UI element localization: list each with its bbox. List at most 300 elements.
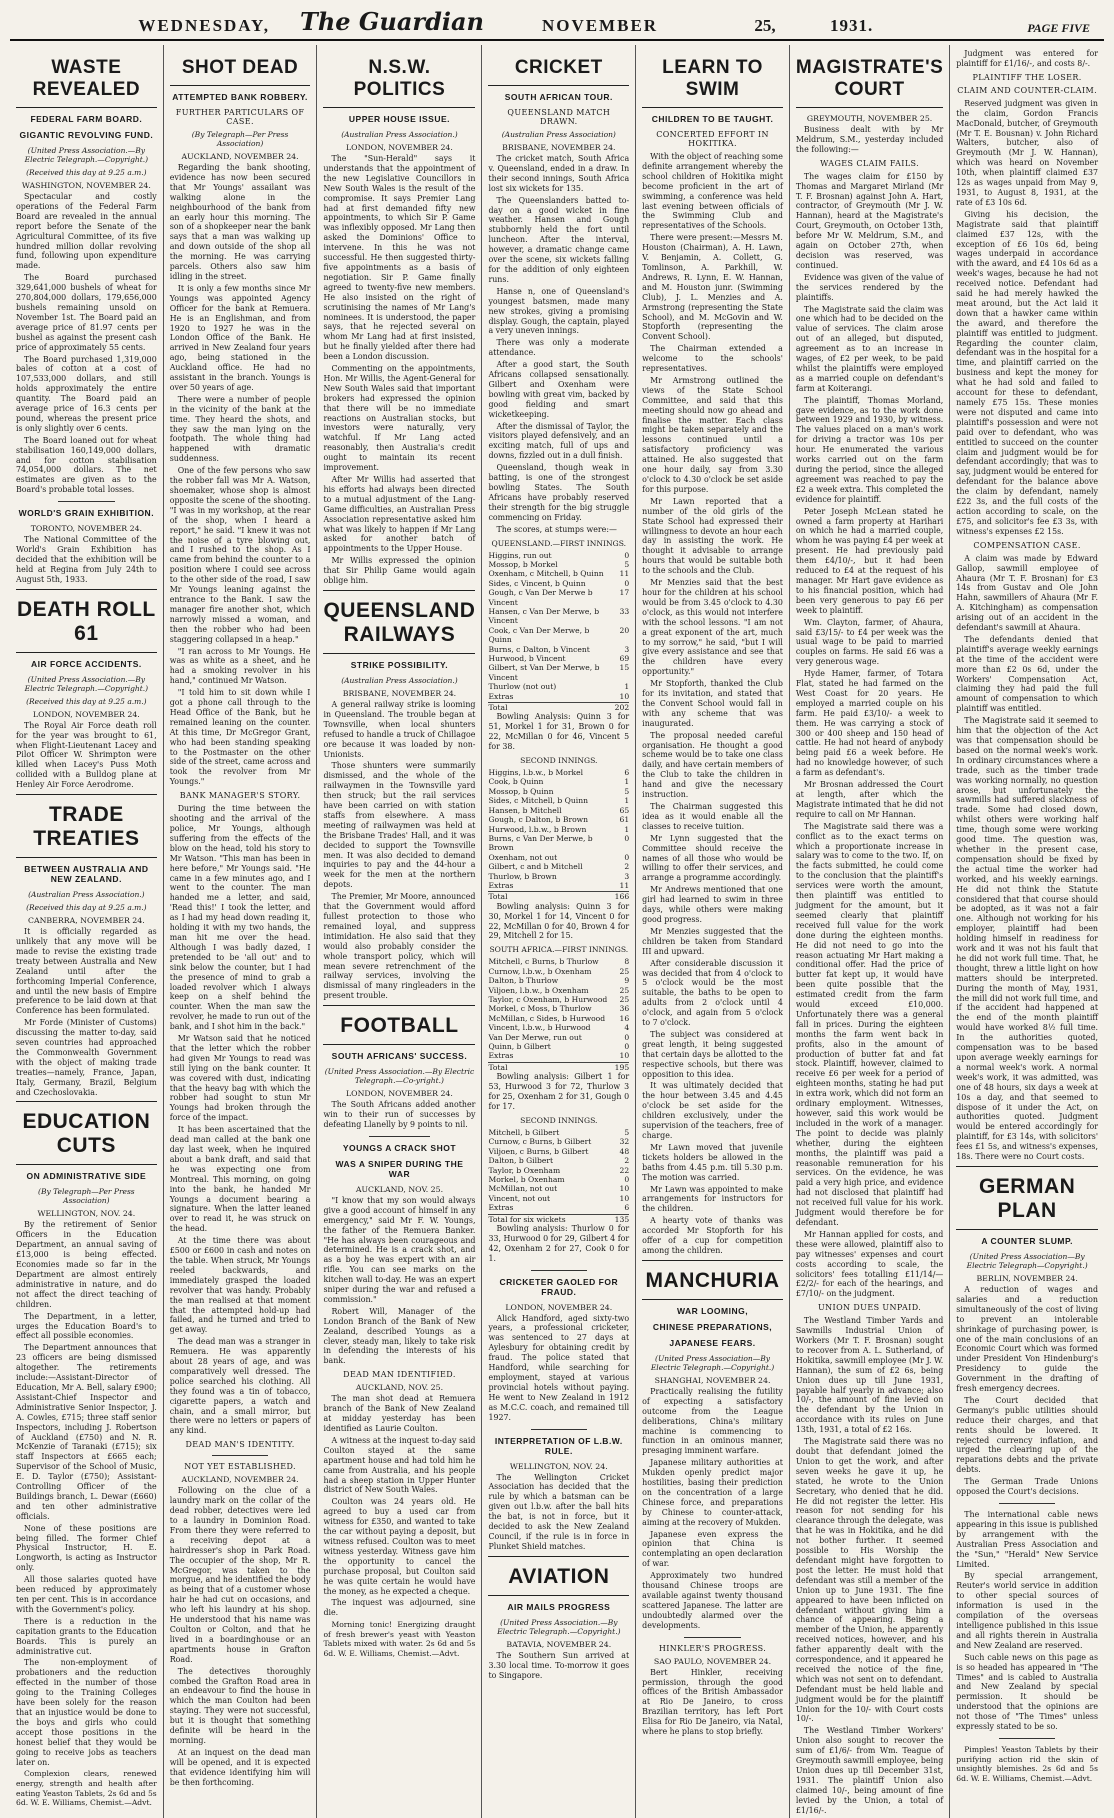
paragraph: Those shunters were summarily dismissed, and the whole of the railwaymen in the Townsville yard then struck; but the rail services have been carried on with station staffs from elsewhere. A mass meeting of railwaymen was held at the Brisbane Trades' Hall, and it was decided to support the Townsville men. It was also decided to demand inquiries to pay and the 44-hour a week for the men at the northern depots. <box>323 761 476 890</box>
subheading: CHINESE PREPARATIONS, <box>652 1321 773 1332</box>
paragraph: Regarding the bank shooting, evidence has now been secured that Mr Youngs' assailant was walking alone in the neighbourhood of the bank from an early hour this morning. The son of a shopkeeper near the bank says that a man was walking up and down outside of the shop all the morning. He was carrying parcels. Others also saw him idling in the street. <box>169 163 311 281</box>
paragraph: The scores, at stumps were:— <box>496 524 617 534</box>
credit-line: (Australian Press Association.) <box>28 890 145 900</box>
paragraph: Mr Armstrong outlined the views of the State School Committee, and said that this meeting should now go ahead and finalise the matter. Each class might be taken separately and the lessons continued until a satisfactory proficiency was attained. He also suggested that one hour daily, say from 3.30 o'clock to 4.30 o'clock be set aside for this purpose. <box>642 375 783 494</box>
paragraph: None of these positions are being filled. The former Chief Physical Instructor, H. E. Longworth, is acting as Instructor only. <box>16 1523 157 1573</box>
batsman-entry: Viljoen, l.b.w., b Oxenham <box>488 985 589 995</box>
total-label: Total <box>488 1062 508 1072</box>
dateline: LONDON, NOVEMBER 24. <box>346 1089 453 1099</box>
paragraph: The Chairman extended a welcome to the schools' representatives. <box>642 344 783 374</box>
scorecard-row <box>488 1175 629 1184</box>
paragraph: It is only a few months since Mr Youngs was appointed Agency Officer for the bank at Remuera. He is an Englishman, and from 1920 to 1927 he was in the London Office of the Bank. He arrived in New Zealand four years ago, being stationed in the Auckland office. He had no assistant in the branch. Youngs is over 50 years of age. <box>169 283 311 392</box>
paragraph: The Royal Air Force death roll for the year was brought to 61, when Flight-Lieutenant Lacey and Pilot Officer W. Shrimpton were killed when Lacey's Puss Moth collided with a Bulldog plane at Henley Air Force Aerodrome. <box>16 720 157 790</box>
subheading: AIR MAILS PROGRESS <box>507 1601 611 1612</box>
runs-value: 5 <box>624 559 630 569</box>
batsman-entry: Taylor, c Oxenham, b Hurwood <box>488 995 608 1004</box>
runs-value: 0 <box>624 550 630 560</box>
runs-value: 0 <box>624 1032 630 1042</box>
batsman-entry: Curnow, c Burns, b Gilbert <box>488 1137 592 1147</box>
column-6 <box>790 45 950 1818</box>
runs-value: 1 <box>624 796 630 806</box>
bowling-analysis: Bowling Analysis: Quinn 3 for 51, Morkel 1 for 31, Brown 0 for 22, McMillan 0 for 46, Vincent 5 for 38. <box>488 712 630 752</box>
subheading: FURTHER PARTICULARS OF CASE. <box>175 108 305 126</box>
headline: QUEENSLAND RAILWAYS <box>323 590 475 654</box>
scorecard-title: SECOND INNINGS. <box>520 756 598 766</box>
subheading: QUEENSLAND MATCH DRAWN. <box>507 108 611 126</box>
paragraph: Mr Stopforth, thanked the Club for its invitation, and stated that the Convent School would fall in with any scheme that was inaugurated. <box>642 679 783 728</box>
subheading: CHILDREN TO BE TAUGHT. <box>651 114 774 124</box>
runs-value: 6 <box>624 768 630 778</box>
headline: FOOTBALL <box>323 1005 475 1045</box>
dateline: LONDON, NOVEMBER 24. <box>346 143 453 152</box>
received-line: (Received this day at 9.25 a.m.) <box>26 168 147 177</box>
batsman-entry: Oxenham, not out <box>488 852 558 862</box>
dateline: GREYMOUTH, NOVEMBER 25. <box>806 114 933 123</box>
batsman-entry: Extras <box>488 880 514 890</box>
batsman-entry: Extras <box>488 691 514 701</box>
masthead-month: NOVEMBER <box>541 16 659 35</box>
credit-line: (United Press Association—By Electric Telegraph—Copyright.) <box>966 1251 1088 1270</box>
scorecard-row <box>488 834 629 853</box>
paragraph: Hyde Hamer, farmer, of Totara Flat, stated he had farmed on the West Coast for 20 years. He employed a married couple on his farm. He paid £3/10/- a week to them. He was carrying a stock of 300 or 400 sheep and 150 head of cattle. He had not heard of anybody being paid £6 a week before. He had no knowledge however, of such a farm as defendant's. <box>795 669 944 778</box>
scorecard-row <box>488 1166 629 1175</box>
scorecard-row <box>488 1128 629 1137</box>
paragraph: The Westland Timber Workers' Union also sought to recover the sum of £1/6/- from Wm. Teague of Greymouth sawmill employee, being Union dues up till December 31st, 1931. The plaintiff Union also claimed 10/-, being amount of fine levied by the Union, a total of £1/16/-. <box>795 1726 944 1815</box>
runs-value: 25 <box>619 995 630 1004</box>
scorecard-row <box>488 777 629 786</box>
headline: MAGISTRATE'S COURT <box>796 53 943 108</box>
runs-value: 10 <box>619 1193 630 1203</box>
divider <box>684 1637 740 1638</box>
headline: EDUCATION CUTS <box>16 1101 157 1165</box>
batsman-entry: McMillan, not out <box>488 1184 558 1194</box>
divider <box>531 1429 587 1430</box>
paragraph: It has been ascertained that the dead man called at the bank one day last week, when he inquired about a bank draft, and said that he was expecting one from Montreal. This morning, on going into the bank, he handed Mr Youngs a document bearing a signature. When the latter leaned over to read it, he was struck on the head. <box>169 1125 311 1234</box>
scorecard-row <box>488 645 629 654</box>
dateline: TORONTO, NOVEMBER 24. <box>30 524 143 534</box>
scorecard-row <box>488 976 629 985</box>
runs-value: 0 <box>624 1042 630 1052</box>
scorecard-row <box>488 1203 629 1212</box>
subheading: PLAINTIFF THE LOSER. <box>972 72 1082 82</box>
scorecard <box>488 945 629 1112</box>
dateline: WELLINGTON, NOV. 24. <box>37 1209 136 1219</box>
column-7 <box>950 45 1104 1818</box>
subheading: A COUNTER SLUMP. <box>981 1235 1073 1246</box>
scorecard-row <box>488 626 629 645</box>
column-2 <box>164 45 318 1818</box>
runs-value: 3 <box>624 644 630 654</box>
total-value: 195 <box>614 1062 630 1072</box>
batsman-entry: Gilbert, st Van Der Merwe, b Vincent <box>488 663 600 682</box>
scorecard-title: SOUTH AFRICA.—FIRST INNINGS. <box>489 945 629 955</box>
scorecard-total <box>488 1062 629 1072</box>
bowling-analysis: Bowling analysis: Thurlow 0 for 33, Hurwood 0 for 29, Gilbert 4 for 42, Oxenham 2 for 27, Cook 0 for 1. <box>488 1223 630 1263</box>
runs-value: 0 <box>624 1174 630 1184</box>
subheading: STRIKE POSSIBILITY. <box>350 659 449 670</box>
runs-value: 5 <box>624 1127 630 1137</box>
subheading: SOUTH AFRICAN TOUR. <box>504 92 613 102</box>
paragraph: The Magistrate said the claim was one which had to be decided on the value of services. The claim arose out of an alleged, but disputed, agreement as to an increase in wages, of £2 per week, to be paid whilst the plaintiffs were employed as a married couple on defendant's farm at Koiterangi. <box>795 304 944 393</box>
dateline: BRISBANE, NOVEMBER 24. <box>342 688 457 698</box>
scorecard-row <box>488 967 629 976</box>
scorecard-row <box>488 588 629 607</box>
paragraph: The South Africans added another win to their run of successes by defeating Llanelly by 9 points to nil. <box>323 1100 476 1129</box>
batsman-entry: Vincent, l.b.w., b Hurwood <box>488 1023 591 1033</box>
total-label: Total for six wickets <box>488 1214 566 1224</box>
paragraph: The Southern Sun arrived at 3.30 local time. To-morrow it goes to Singapore. <box>488 1650 630 1680</box>
batsman-entry: Quinn, b Gilbert <box>488 1042 551 1052</box>
divider <box>369 1136 430 1137</box>
paragraph: At an inquest on the dead man will be opened, and it is expected that evidence identifying him will be then forthcoming. <box>169 1747 311 1787</box>
runs-value: 48 <box>619 1146 630 1156</box>
paragraph: The detectives thoroughly combed the Grafton Road area in an endeavour to find the house in which the man Coulton had been staying. They were not successful, but it is thought that something definite will be heard in the morning. <box>169 1666 311 1745</box>
total-value: 135 <box>614 1214 630 1224</box>
dateline: AUCKLAND, NOVEMBER 24. <box>181 1475 299 1485</box>
runs-value: 17 <box>619 588 630 598</box>
scorecard-row <box>488 1184 629 1193</box>
dateline: AUCKLAND, NOVEMBER 24. <box>181 152 299 161</box>
runs-value: 0 <box>624 852 630 862</box>
batsman-entry: Higgins, l.b.w., b Morkel <box>488 768 584 778</box>
headline: LEARN TO SWIM <box>642 53 783 108</box>
runs-value: 3 <box>624 871 630 881</box>
credit-line: (By Telegraph—Per Press Association) <box>38 1187 135 1206</box>
total-label: Total <box>488 892 508 902</box>
scorecard-row <box>488 1023 629 1032</box>
subheading: CLAIM AND COUNTER-CLAIM. <box>957 85 1098 95</box>
headline: AVIATION <box>488 1556 629 1596</box>
runs-value: 6 <box>624 1203 630 1213</box>
subheading: CRICKETER GAOLED FOR FRAUD. <box>499 1276 619 1297</box>
dateline: WELLINGTON, NOV. 24. <box>509 1461 608 1471</box>
paragraph: The international cable news appearing in this issue is published by arrangement with the Australian Press Association and the "Sun," "Herald" New Service Limited. <box>956 1510 1098 1569</box>
batsman-entry: Dalton, b Thurlow <box>488 976 559 986</box>
scorecard-row <box>488 551 629 560</box>
paragraph: The dead man was a stranger in Remuera. He was apparently about 28 years of age, and was comparatively well dressed. The police searched his clothing. All they found was a tin of tobacco, cigarette papers, a watch and chain, and a small mirror, but there were no letters or papers of any kind. <box>169 1337 311 1436</box>
scorecard-total <box>488 702 629 712</box>
scorecard-row <box>488 1156 629 1165</box>
paragraph: The "Sun-Herald" says it understands that the appointment of the new Legislative Councillors in New South Wales is the result of the compromise. It says Premier Lang had at first demanded fifty new appointments, to which Sir P. Game was inflexibly opposed. Mr Lang then asked the Dominions' Office to intervene. In this he was not successful. He then suggested thirty-five appointments as a basis of negotiation. Sir P. Game finally agreed to twenty-five new members. He also insisted on the right of scrutinising the names of Mr Lang's nominees. It is understood, the paper says, that he rejected several on whom Mr Lang had at first insisted, but he finally yielded after there had been a London discussion. <box>323 154 476 362</box>
paragraph: The Board loaned out for wheat stabilisation 160,149,000 dollars, and for cotton stabilisation 74,054,000 dollars. The net estimates are given as to the Board's probable total losses. <box>16 435 157 495</box>
paragraph: After Mr Willis had asserted that his efforts had always been directed to a mutual adjustment of the Lang-Game difficulties, an Australian Press Association representative asked him what was likely to happen if Mr Lang asked for another batch of appointments to the Upper House. <box>323 475 476 554</box>
scorecard-row <box>488 862 629 871</box>
paragraph: Queensland, though weak in batting, is one of the strongest bowling States. The South Africans have probably reserved their strength for the big struggle commencing on Friday. <box>488 463 630 522</box>
masthead-year: 1931. <box>830 16 874 35</box>
scorecard-row <box>488 796 629 805</box>
subheading: UPPER HOUSE ISSUE. <box>348 114 450 124</box>
advertisement: Pimples! Yeaston Tablets by their purifying action rid the skin of unsightly blemishes. 2s 6d and 5s 6d. W. E. Williams, Chemist.—Advt. <box>956 1744 1098 1783</box>
paragraph: Practically realising the futility of expecting a satisfactory outcome from the League deliberations, China's military machine is commencing to function in an ominous manner, presaging imminent warfare. <box>642 1386 783 1456</box>
divider <box>531 1270 587 1271</box>
paragraph: Business dealt with by Mr Meldrum, S.M., yesterday included the following:— <box>795 125 944 154</box>
dateline: BATAVIA, NOVEMBER 24. <box>506 1639 612 1649</box>
credit-line: (United Press Association—By Electric Telegraph.—Copyright.) <box>650 1353 775 1372</box>
runs-value: 0 <box>624 578 630 588</box>
paragraph: Mr Lawn moved that juvenile tickets holders be allowed in the baths from 4.45 p.m. till 5.30 p.m. The motion was carried. <box>642 1142 783 1182</box>
batsman-entry: Gough, c Dalton, b Brown <box>488 815 589 825</box>
paragraph: Mr Forde (Minister of Customs) discussing the matter to-day, said seven countries had approached the Commonwealth Government with the object of making trade treaties—namely, France, Japan, Italy, Germany, Brazil, Belgium and Czechoslovakia. <box>16 1018 157 1097</box>
paragraph: Hanse n, one of Queensland's youngest batsmen, made many new strokes, giving a promising display. Gough, the captain, played a very uneven innings. <box>488 286 630 336</box>
batsman-entry: Morkel, b Oxenham <box>488 1174 565 1184</box>
credit-line: (Australian Press Association) <box>501 130 616 139</box>
paragraph: Approximately two hundred thousand Chinese troops are available against twenty thousand scattered Japanese. The latter are undoubtedly alarmed over the developments. <box>642 1571 783 1630</box>
runs-value: 20 <box>619 625 630 635</box>
paragraph: By the retirement of Senior Officers in the Education Department, an annual saving of £13,000 is being effected. Economies made so far in the Department are almost entirely administrative in nature, and do not affect the direct teaching of children. <box>16 1220 157 1309</box>
paragraph: Peter Joseph McLean stated he owned a farm property at Harihari on which he had a married couple, whom he was paying £4 per week at present. He had previously paid them £4/10/-, but it had been reduced to £4 at the request of his manager. Mr Hart gave evidence as to his financial position, which had been very generous to pay £6 per week to plaintiff. <box>795 506 944 615</box>
column-3 <box>317 45 482 1818</box>
scorecard-row <box>488 1042 629 1051</box>
paragraph: The Board purchased 329,641,000 bushels of wheat for 270,804,000 dollars, 179,656,000 bushels remaining unsold on November 1st. The Board paid an average price of 81.97 cents per bushel as against the present cash price of approximately 55 cents. <box>16 273 157 352</box>
batsman-entry: Vincent, not out <box>488 1193 551 1203</box>
runs-value: 2 <box>624 862 630 872</box>
batsman-entry: Taylor, b Oxenham <box>488 1165 561 1175</box>
total-value: 166 <box>614 892 630 902</box>
paragraph: Bert Hinkler, receiving permission, through the good offices of the British Ambassador at Rio De Janeiro, to cross Brazilian territory, has left Port Elisa for Rio De Janeiro, via Natal, where he plans to stop briefly. <box>642 1667 783 1737</box>
headline: CRICKET <box>488 53 629 86</box>
dateline: AUCKLAND, NOV. 25. <box>355 1383 444 1393</box>
batsman-entry: Hurwood, b Vincent <box>488 654 566 663</box>
paragraph: Mr Lynn suggested that the Committee should receive the names of all those who would be willing to offer their services, and arrange a programme accordingly. <box>642 833 783 883</box>
runs-value: 1 <box>624 777 630 787</box>
paragraph: "I ran across to Mr Youngs. He was as white as a sheet, and he had a smoking revolver in his hand," continued Mr Watson. <box>169 646 311 686</box>
batsman-entry: Hansen, b Mitchell <box>488 805 562 815</box>
scorecard-row <box>488 825 629 834</box>
paragraph: The subject was considered at great length, it being suggested that certain days be allotted to the respective schools, but there was opposition to this idea. <box>642 1029 783 1079</box>
subheading: FEDERAL FARM BOARD. <box>30 114 143 124</box>
paragraph: Evidence was given of the value of the services rendered by the plaintiffs. <box>795 272 944 302</box>
subheading: BANK MANAGER'S STORY. <box>179 791 301 801</box>
batsman-entry: Thurlow, b Brown <box>488 871 557 881</box>
paragraph: The Magistrate said it seemed to him that the objection of the Act was that compensation should be based on the normal week's work. In ordinary circumstances where a trade, such as the timber trade was working normally, no question arose, but unfortunately the sawmills had suffered slackness of trade. Some had closed down, whilst others were working half time, though some were working good time. The question was, whether in the present case, compensation should be fixed by the actual time the worker had worked, and his weekly earnings. He did not think the Statute considered that that course should be adopted, as it was not a fair one. Although not working for his employer, plaintiff had been holding himself in readiness for work and it was not his fault that he did not work full time. That, he thought, threw a little light on how matters should be interpreted. During the month of May, 1931, the mill did not work full time, and if the accident had happened at the end of the month plaintiff would have worked 8½ full time. In the authorities quoted, compensation was to be based upon average weekly earnings for a normal week's work. A normal week's work, it was admitted, was one of 48 hours, six days a week at 10s a day, and that seemed to dispose of it under the Act, on authorities quoted. Judgment would be entered accordingly for plaintiff, for £3 14s, with solicitors' fees £1 5s, and witness's expenses, 18s. There were no Court costs. <box>956 716 1098 1162</box>
runs-value: 61 <box>619 815 630 825</box>
paragraph: The Department, in a letter, urges the Education Board's to effect all possible economies. <box>16 1311 157 1341</box>
subheading: INTERPRETATION OF L.B.W. RULE. <box>494 1435 623 1456</box>
headline: WASTE REVEALED <box>16 53 157 108</box>
column-1 <box>10 45 164 1818</box>
paragraph: One of the few persons who saw the robber fall was Mr A. Watson, shoemaker, whose shop is almost opposite the scene of the shooting. "I was in my workshop, at the rear of the shop, when I heard a report," he said. "I knew it was not the noise of a tyre blowing out, and I rushed to the shop. As I came from behind the counter to a position where I could see across to the other side of the road, I saw Mr Youngs leaning against the entrance to the Bank. I saw the manager fire another shot, which narrowly missed a woman, and then the robber who had been staggering collapsed in a heap." <box>169 466 311 644</box>
batsman-entry: Thurlow (not out) <box>488 682 557 692</box>
batsman-entry: Hansen, c Van Der Merwe, b Vincent <box>488 606 600 626</box>
subheading: DEAD MAN'S IDENTITY. <box>185 1440 295 1450</box>
subheading: AIR FORCE ACCIDENTS. <box>30 658 142 669</box>
batsman-entry: Curnow, l.b.w., b Oxenham <box>488 966 592 976</box>
batsman-entry: Van Der Merwe, run out <box>488 1032 582 1042</box>
credit-line: (By Telegraph—Per Press Association) <box>191 130 289 148</box>
subheading: BETWEEN AUSTRALIA AND NEW ZEALAND. <box>24 864 149 885</box>
paragraph: The proposal needed careful organisation. He thought a good scheme would be to take one class daily, and have certain members of the Club to take the children in hand and give the necessary instruction. <box>642 730 783 800</box>
paragraph: The German Trade Unions opposed the Court's decisions. <box>956 1477 1098 1497</box>
scorecard-row <box>488 569 629 578</box>
batsman-entry: Oxenham, c Mitchell, b Quinn <box>488 569 604 579</box>
paragraph: Spectacular and costly operations of the Federal Farm Board are revealed in the annual report before the Senate of the Agricultural Committee, of its five hundred million dollar revolving fund, following upon expenditure made. <box>16 192 157 271</box>
paragraph: The Westland Timber Yards and Sawmills Industrial Union of Workers (Mr T. F. Brosnan) sought to recover from A. L. Sutherland, of Hokitika, sawmill employee (Mr J. W. Hannan), the sum of £2 6s, being Union dues up till June 1931, payable half yearly in advance; also 10/-, the amount of fine levied on the defendant by the Union in accordance with its rules on June 13th, 1931, a total of £2 16s. <box>795 1316 944 1435</box>
scorecard-row <box>488 872 629 881</box>
divider <box>58 501 114 502</box>
batsman-entry: Extras <box>488 1051 514 1061</box>
paragraph: The Magistrate said there was a conflict as to the exact terms on which a proportionate increase in salary was to come to the two. If, on the facts submitted, he could come to the conclusion that the plaintiff's services were worth the amount, then plaintiff was entitled to judgment for the amount, but it seemed clearly that plaintiff received full value for the work done during the eighteen months. He did not need to go into the reason actuating Mr Hart making a conditional offer. Had the price of butter fat kept up, it would have been quite possible that the estimated credit from the farm would exceed £10,000. Unfortunately there was a general fall in prices. During the eighteen months the farm went back in profits, also in the amount of production of butter fat and fat stock. Plaintiff, however, claimed to receive £6 per week for a period of eighteen months, stating he had put in extra work, which did not form an ordinary employment. Witnesses, however, said this work would be included in the work of a manager. The point to decide was plainly whether, during the eighteen months, the plaintiff was paid a reasonable remuneration for his services. On the evidence, he was paid a very high price, and evidence had not disclosed that plaintiff had not received full value for his work. Judgment would therefore be for defendant. <box>795 821 944 1227</box>
subheading: GIGANTIC REVOLVING FUND. <box>19 130 154 140</box>
credit-line: (United Press Association.—By Electric Telegraph.—Copyright.) <box>24 146 149 164</box>
scorecard-row <box>488 1033 629 1042</box>
scorecard-row <box>488 815 629 824</box>
scorecard-row <box>488 853 629 862</box>
paragraph: "I told him to sit down while I got a phone call through to the Head Office of the Bank, but he remained leaning on the counter. At this time, Dr McGregor Grant, who had been standing speaking to the Postmaster on the other side of the street, came across and took the revolver from Mr Youngs." <box>169 688 311 787</box>
paragraph: The Magistrate said there was no doubt that defendant joined the Union to get the work, and after seven weeks he gave it up, he stated, he wrote to the Union Secretary, who denied that he did. He did not register the letter. His reason for not sending for his clearance through the delegate, was that he was in Hokitika, and he did not bother further. It seemed possible to His Worship the defendant might have forgotten to post the letter. He must hold that defendant was still a member of the Union up to June 1931. The fine appeared to have been inflicted on defendant without giving him a chance of appearing. Being a member of the Union, he apparently received notices, however, and his father apparently dealt with the correspondence, and it appeared he received the notice of the fine, which was not sent on to defendant. Defendant must be held liable and judgment would be for the plaintiff Union for the 10/- with Court costs 10/-. <box>795 1437 944 1724</box>
dateline: WASHINGTON, NOVEMBER 24. <box>21 181 151 190</box>
paragraph: There is a reduction in the capitation grants to the Education Boards. This is purely an administrative cut. <box>16 1616 157 1656</box>
masthead-paper-name: The Guardian <box>300 7 484 36</box>
paragraph: Mr Watson said that he noticed that the letter which the robber had given Mr Youngs to read was still lying on the bank counter. It was covered with dust, indicating that the heavy bag with which the robber had sought to stun Mr Youngs had broken through the force of the impact. <box>169 1034 311 1123</box>
subheading: WAR LOOMING, <box>676 1305 749 1316</box>
scorecard-row <box>488 654 629 663</box>
runs-value: 5 <box>624 786 630 796</box>
divider <box>999 1503 1056 1504</box>
batsman-entry: Cook, b Quinn <box>488 777 544 787</box>
paragraph: The non-employment of probationers and the reduction effected in the number of those going to the Training Colleges have been solely for the reason that an injustice would be done to the boys and girls who could accept those positions in the honest belief that they would be going to receive jobs as teachers later on. <box>16 1658 157 1767</box>
paragraph: A general railway strike is looming in Queensland. The trouble began at Townsville, when local shunters refused to handle a truck of Chillagoe ore because it was loaded by non-Unionists. <box>323 699 476 759</box>
batsman-entry: Extras <box>488 1203 514 1213</box>
scorecard-row <box>488 1137 629 1146</box>
columns <box>10 45 1104 1815</box>
runs-value: 1 <box>624 682 630 692</box>
bowling-analysis: Bowling analysis: Gilbert 1 for 53, Hurwood 3 for 72, Thurlow 3 for 25, Oxenham 2 for 31, Gough 0 for 17. <box>488 1072 630 1111</box>
dateline: CANBERRA, NOVEMBER 24. <box>27 916 145 926</box>
credit-line: (United Press Association.—By Electric Telegraph.—Copyright.) <box>24 674 149 693</box>
paragraph: A claim was made by Edward Gallop, sawmill employee of Ahaura (Mr T. F. Brosnan) for £3 14s from Gustav and Ole John Hahn, sawmillers of Ahaura (Mr F. A. Kitchingham) as compensation arising out of an accident in the defendant's sawmill at Ahaura. <box>956 553 1098 633</box>
scorecard-row <box>488 957 629 966</box>
divider <box>212 1455 268 1456</box>
paragraph: Coulton was 24 years old. He agreed to buy a used car from witness for £350, and wanted to take the car without paying a deposit, but witness refused. Coulton was to meet witness yesterday. Witness gave him the opportunity to cancel the purchase proposal, but Coulton said he was quite certain he would have the money, as he expected a cheque. <box>323 1497 476 1596</box>
paragraph: Mr Brosnan addressed the Court at length, after which the Magistrate intimated that he did not require to call on Mr Hannan. <box>795 780 944 819</box>
batsman-entry: Mossop, b Morkel <box>488 559 558 569</box>
scorecard-row <box>488 881 629 890</box>
paragraph: A reduction of wages and salaries and a reduction simultaneously of the cost of living to prevent an intolerable shrinkage of purchasing power, is one of the main conclusions of an Economic Court which was formed under President Von Hindenburg's Presidency to guide the Government in the drafting of fresh emergency decrees. <box>956 1284 1098 1394</box>
paragraph: After a good start, the South Africans collapsed sensationally. Gilbert and Oxenham were bowling with great vim, backed by good fielding and smart wicketkeeping. <box>488 360 630 419</box>
paragraph: Giving his decision, the Magistrate said that plaintiff claimed £37 12s, with the exception of £6 10s 6d, being wages underpaid in accordance with the award, and £4 10s 6d as a week's wages, because he had not received notice. Defendant had said he had merely hawked the meat around, but the Act laid it down that a hawker came within the award, and therefore the plaintiff was entitled to judgment. Regarding the counter claim, defendant was in the hospital for a time, and plaintiff carried on the business and kept the money for what he had sold and failed to account for these to defendant, namely £75 15s. These monies were not disputed and came into plaintiff's possession and were not paid over to defendant, who was entitled to succeed on the counter claim and judgment would be for defendant accordingly; that was to say, judgment would be entered for defendant for the balance above the claim by defendant, namely £22 3s, and the full costs of the action according to scale, on the £75, and solicitor's fee £3 3s, with witness's expenses £2 15s. <box>956 209 1098 536</box>
batsman-entry: Sides, c Vincent, b Quinn <box>488 578 586 588</box>
batsman-entry: Viljoen, c Burns, b Gilbert <box>488 1146 589 1156</box>
runs-value: 10 <box>619 1051 630 1061</box>
scorecard-row <box>488 986 629 995</box>
paragraph: All those salaries quoted have been reduced by approximately ten per cent. This is in accordance with the Government's policy. <box>16 1575 157 1614</box>
scorecard-row <box>488 663 629 682</box>
scorecard-row <box>488 579 629 588</box>
paragraph: Such cable news on this page as is so headed has appeared in "The Times" and is cabled to Australia and New Zealand by special permission. It should be understood that the opinions are not those of "The Times" unless expressly stated to be so. <box>956 1652 1098 1732</box>
dateline: SAO PAULO, NOVEMBER 24. <box>653 1656 772 1666</box>
scorecard-row <box>488 1194 629 1203</box>
credit-line: (Australian Press Association.) <box>341 130 458 139</box>
scorecard-row <box>488 560 629 569</box>
batsman-entry: Gilbert, c and b Mitchell <box>488 862 583 872</box>
batsman-entry: Mossop, b Quinn <box>488 786 554 796</box>
batsman-entry: Dalton, b Gilbert <box>488 1156 554 1166</box>
runs-value: 9 <box>624 976 630 986</box>
subheading: ON ADMINISTRATIVE SIDE <box>26 1171 147 1182</box>
scorecard-row <box>488 1147 629 1156</box>
paragraph: Commenting on the appointments, Hon. Mr Willis, the Agent-General for New South Wales said that important brokers had expressed the opinion that there will be no immediate reactions on Australian stocks, but investors were naturally, very watchful. If Mr Lang acted reasonably, then Australia's credit ought to maintain its recent improvement. <box>323 364 476 473</box>
paragraph: With the object of reaching some definite arrangement whereby the school children of Hokitika might become proficient in the art of swimming, a conference was held last evening between officials of the Swimming Club and representatives of the Schools. <box>642 152 783 231</box>
paragraph: Mr Lawn reported that a number of the old girls of the State School had expressed their willingness to devote an hour each day in assisting the work. He thought it advisable to arrange hours that would be suitable both to the schools and the Club. <box>642 496 783 576</box>
subheading: ATTEMPTED BANK ROBBERY. <box>172 92 308 102</box>
paragraph: A hearty vote of thanks was accorded Mr Stopforth for his offer of a cup for competition among the children. <box>642 1216 783 1255</box>
paragraph: Reserved judgment was given in the claim, Gordon Francis MacDonald, butcher, of Greymouth (Mr T. E. Bousnan) v. John Richard Walters, butcher, also of Greymouth (Mr J. W. Hannan), which was heard on November 10th, when plaintiff claimed £37 12s as wages unpaid from May 9, 1931, to August 8, 1931, at the rate of £3 10s 6d. <box>956 98 1098 207</box>
total-value: 202 <box>614 703 630 713</box>
scorecard-row <box>488 995 629 1004</box>
paragraph: Mr Menzies suggested that the children be taken from Standard III and upward. <box>642 926 783 956</box>
runs-value: 25 <box>619 985 630 995</box>
runs-value: 33 <box>619 606 630 616</box>
scorecard-title: SECOND INNINGS. <box>520 1115 598 1125</box>
paragraph: Wm. Clayton, farmer, of Ahaura, said £3/15/- to £4 per week was the usual wage to be paid to married couples on farms. He said £6 was a very generous wage. <box>795 617 944 667</box>
runs-value: 22 <box>619 1165 630 1175</box>
scorecard-total <box>488 891 629 901</box>
masthead-day: WEDNESDAY, <box>138 16 270 35</box>
credit-line: (Australian Press Association.) <box>341 675 458 685</box>
paragraph: By special arrangement, Reuter's world service in addition to other special sources of information is used in the compilation of the overseas intelligence published in this issue and all rights therein in Australia and New Zealand are reserved. <box>956 1571 1098 1650</box>
paragraph: The man shot dead at Remuera branch of the Bank of New Zealand at midday yesterday has been identified as Laurie Coulton. <box>323 1394 476 1433</box>
batsman-entry: Higgins, run out <box>488 550 552 560</box>
scorecard-row <box>488 682 629 691</box>
runs-value: 11 <box>619 880 630 890</box>
scorecard-row <box>488 787 629 796</box>
paragraph: The cricket match, South Africa v. Queensland, ended in a draw. In their second innings, South Africa lost six wickets for 135. <box>488 154 630 193</box>
paragraph: Robert Will, Manager of the London Branch of the Bank of New Zealand, described Youngs as a clever, steady man, likely to take risk in defending the interests of his bank. <box>323 1306 476 1366</box>
batsman-entry: Mitchell, b Gilbert <box>488 1127 560 1137</box>
paragraph: Mr Willis expressed the opinion that Sir Philip Game would again oblige him. <box>323 556 476 586</box>
runs-value: 15 <box>619 663 630 673</box>
runs-value: 1 <box>624 824 630 834</box>
scorecard-row <box>488 692 629 701</box>
scorecard-row <box>488 1014 629 1023</box>
paragraph: There were a number of people in the vicinity of the bank at the time. They heard the shots, and they saw the man lying on the footpath. The whole thing had happened with dramatic suddenness. <box>169 394 311 464</box>
paragraph: The Board purchased 1,319,000 bales of cotton at a cost of 107,533,000 dollars, and still holds approximately the entire quantity. The Board paid an average price of 16.3 cents per pound, whereas the present price is only slightly over 6 cents. <box>16 354 157 433</box>
paragraph: The Wellington Cricket Association has decided that the rule by which a batsman can be given out l.b.w. after the ball hits the bat, is not in force, but it decided to ask the New Zealand Council, if the rule is in force in Plunket Shield matches. <box>488 1472 630 1551</box>
batsman-entry: Cook, c Van Der Merwe, b Quinn <box>488 625 590 645</box>
bowling-analysis: Bowling analysis: Quinn 3 for 30, Morkel 1 for 14, Vincent 0 for 22, McMillan 0 for 40, Brown 4 for 29, Mitchell 2 for 15. <box>488 901 630 941</box>
received-line: (Received this day at 9.25 a.m.) <box>26 903 147 913</box>
paragraph: Mr Lawn was appointed to make arrangements for instructors for the children. <box>642 1184 783 1214</box>
dateline: BRISBANE, NOVEMBER 24. <box>502 143 616 152</box>
headline: SHOT DEAD <box>170 53 311 86</box>
credit-line: (United Press Association.—By Electric Telegraph.—Copyright.) <box>497 1617 621 1636</box>
subheading: WAS A SNIPER DURING THE WAR <box>335 1158 464 1179</box>
dateline: LONDON, NOVEMBER 24. <box>505 1302 613 1312</box>
paragraph: The defendants denied that plaintiff's average weekly earnings at the time of the accident were more than £2 0s 6d, under the Workers' Compensation Act, claiming they had paid the full amount of compensation to which plaintiff was entitled. <box>956 634 1098 714</box>
batsman-entry: Mitchell, c Burns, b Thurlow <box>488 957 599 967</box>
paragraph: Alick Handford, aged sixty-two years, a professional cricketer, was sentenced to 27 days at Aylesbury for obtaining credit by fraud. The police stated that Handford, while searching for employment, stayed at various provincial hotels without paying. He went to New Zealand in 1912 as M.C.C. coach, and remained till 1927. <box>488 1313 630 1422</box>
paragraph: Judgment was entered for plaintiff for £1/16/-, and costs 8/-. <box>956 49 1098 68</box>
batsman-entry: Morkel, c Moss, b Thurlow <box>488 1004 592 1014</box>
subheading: NOT YET ESTABLISHED. <box>184 1462 296 1472</box>
scorecard <box>488 1116 629 1264</box>
dateline: SHANGHAI, NOVEMBER 24. <box>654 1375 771 1385</box>
runs-value: 65 <box>619 805 630 815</box>
paragraph: The National Committee of the World's Grain Exhibition has decided that the exhibition will be held at Regina from July 24th to August 5th, 1933. <box>16 535 157 584</box>
dateline: LONDON, NOVEMBER 24. <box>32 709 140 719</box>
received-line: (Received this day at 9.25 a.m.) <box>26 696 147 706</box>
runs-value: 25 <box>619 966 630 976</box>
paragraph: There were present:—Messrs M. Houston (Chairman), A. H. Lawn, V. Benjamin, A. Collett, G. Tomlinson, A. Parkhill, W. Andrews, R. Lynn, E. W. Hannan, and M. Houston junr. (Swimming Club), J. L. Menzies and A. Armstrong (representing the State School), and M. McGovin and W. Stopforth (representing the Convent School). <box>642 233 783 342</box>
paragraph: Following on the clue of a laundry mark on the collar of the dead robber, detectives were led to a laundry in Dominion Road. From there they were referred to a receiving depot at a hairdresser's shop in Park Road. The occupier of the shop, Mr R. McGregor, was taken to the morgue, and he identified the body as being that of a customer whose hair he had cut on occasions, and who left his laundry at his shop. He understood that his name was Coulton or Colton, and that he lived in a boardinghouse or an apartments house in Grafton Road. <box>169 1486 311 1664</box>
scorecard-row <box>488 768 629 777</box>
paragraph: At the time there was about £500 or £600 in cash and notes on the table. When struck, Mr Youngs reeled backwards, and immediately grasped the loaded revolver that was handy. Probably the man realised at that moment that the attempted hold-up had failed, and he turned and tried to get away. <box>169 1236 311 1335</box>
paragraph: During the time between the shooting and the arrival of the police, Mr Youngs, although suffering from the effects of the blow on the head, told his story to Mr Watson. "This man has been in here before," Mr Youngs said. "He came in a few minutes ago, and I went to the counter. The man handed me a letter, and said, 'Read this!' I took the letter, and as I had my head down reading it, holding it with my two hands, the man hit me over the head. Although I was badly dazed, I pretended to be 'all out' and to sink below the counter, but I had the presence of mind to grab a loaded revolver which I always keep on a shelf behind the counter. When the man saw the revolver, he made to run out of the bank, and I shot him in the back." <box>169 804 311 1032</box>
runs-value: 32 <box>619 1137 630 1147</box>
runs-value: 11 <box>619 569 630 579</box>
dateline: AUCKLAND, NOV. 25. <box>355 1184 444 1194</box>
headline: N.S.W. POLITICS <box>323 53 475 108</box>
